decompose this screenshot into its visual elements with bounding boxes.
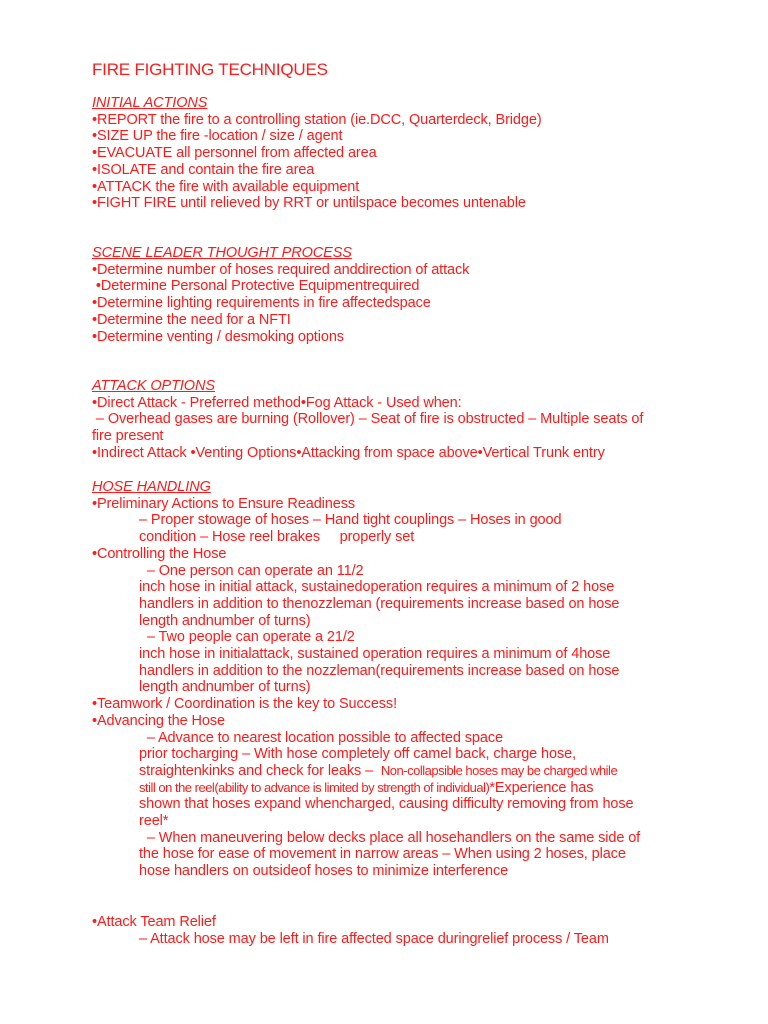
list-item: •Determine the need for a NFTI xyxy=(92,311,291,328)
page-title: FIRE FIGHTING TECHNIQUES xyxy=(92,60,328,79)
list-item: •Controlling the Hose xyxy=(92,545,227,562)
scene-leader-heading: SCENE LEADER THOUGHT PROCESS xyxy=(92,245,352,261)
list-item-sub: inch hose in initialattack, sustained operation requires a minimum of 4hose xyxy=(139,646,611,663)
list-item: •SIZE UP the fire -location / size / agent xyxy=(92,128,343,145)
list-item-sub: length andnumber of turns) xyxy=(139,612,311,629)
initial-actions-heading: INITIAL ACTIONS xyxy=(92,95,208,111)
list-item: •Advancing the Hose xyxy=(92,712,225,729)
list-item: •REPORT the fire to a controlling station (ie.DCC, Quarterdeck, Bridge) xyxy=(92,111,542,128)
list-item: – Overhead gases are burning (Rollover) – Seat of fire is obstructed – Multiple seats of xyxy=(92,411,644,428)
hose-handling-heading: HOSE HANDLING xyxy=(92,479,211,495)
list-item-sub: prior tocharging – With hose completely off camel back, charge hose, xyxy=(139,746,577,763)
list-item: •Attack Team Relief xyxy=(92,914,216,930)
list-item-sub: inch hose in initial attack, sustainedoperation requires a minimum of 2 hose xyxy=(139,579,615,596)
list-item: •Preliminary Actions to Ensure Readiness xyxy=(92,495,356,512)
list-item: •Determine Personal Protective Equipmentrequired xyxy=(92,278,420,295)
list-item-sub: shown that hoses expand whencharged, causing difficulty removing from hose xyxy=(139,796,634,813)
hose-handling-section xyxy=(92,479,692,880)
advancing-small-text: Non-collapsible hoses may be charged while xyxy=(380,762,618,778)
list-item: fire present xyxy=(92,428,164,445)
list-item-sub: handlers in addition to the nozzleman(requirements increase based on hose xyxy=(139,662,620,679)
list-item: •Determine venting / desmoking options xyxy=(92,328,344,345)
list-item-sub: – When maneuvering below decks place all hosehandlers on the same side of xyxy=(139,829,641,846)
advancing-small-text-2: still on the reel(ability to advance is limited by strength of individual) xyxy=(139,779,490,795)
list-item-sub: handlers in addition to thenozzleman (requirements increase based on hose xyxy=(139,595,620,612)
list-item: •Indirect Attack •Venting Options•Attacking from space above•Vertical Trunk entry xyxy=(92,444,605,461)
list-item: •Direct Attack - Preferred method•Fog Attack - Used when: xyxy=(92,394,462,411)
initial-actions-section xyxy=(92,95,692,212)
list-item-sub: length andnumber of turns) xyxy=(139,679,311,696)
list-item: •ISOLATE and contain the fire area xyxy=(92,161,315,178)
list-item-sub xyxy=(92,780,692,797)
attack-options-section xyxy=(92,378,692,462)
scene-leader-section xyxy=(92,245,692,345)
list-item-sub: – One person can operate an 11/2 xyxy=(139,562,364,579)
list-item-sub: – Advance to nearest location possible to affected space xyxy=(139,729,503,746)
attack-options-heading: ATTACK OPTIONS xyxy=(92,378,215,394)
list-item-sub: reel* xyxy=(139,813,169,830)
advancing-line-tail: *Experience has xyxy=(489,779,594,796)
list-item-sub: – Attack hose may be left in fire affected space duringrelief process / Team xyxy=(139,930,609,947)
list-item-sub: the hose for ease of movement in narrow areas – When using 2 hoses, place xyxy=(139,846,626,863)
list-item-sub xyxy=(92,763,692,780)
list-item: •EVACUATE all personnel from affected area xyxy=(92,145,377,162)
list-item: •Determine lighting requirements in fire affectedspace xyxy=(92,295,431,312)
list-item-sub: – Two people can operate a 21/2 xyxy=(139,629,355,646)
list-item-sub: – Proper stowage of hoses – Hand tight couplings – Hoses in good xyxy=(139,512,562,529)
list-item: •FIGHT FIRE until relieved by RRT or untilspace becomes untenable xyxy=(92,195,526,212)
list-item: •Teamwork / Coordination is the key to Success! xyxy=(92,696,398,713)
advancing-line-start: straightenkinks and check for leaks – xyxy=(139,762,381,779)
list-item: •ATTACK the fire with available equipment xyxy=(92,178,360,195)
list-item-sub: hose handlers on outsideof hoses to minimize interference xyxy=(139,863,509,880)
list-item: •Determine number of hoses required anddirection of attack xyxy=(92,261,470,278)
list-item-sub: condition – Hose reel brakes properly set xyxy=(139,529,415,546)
attack-team-relief-section xyxy=(92,914,692,947)
